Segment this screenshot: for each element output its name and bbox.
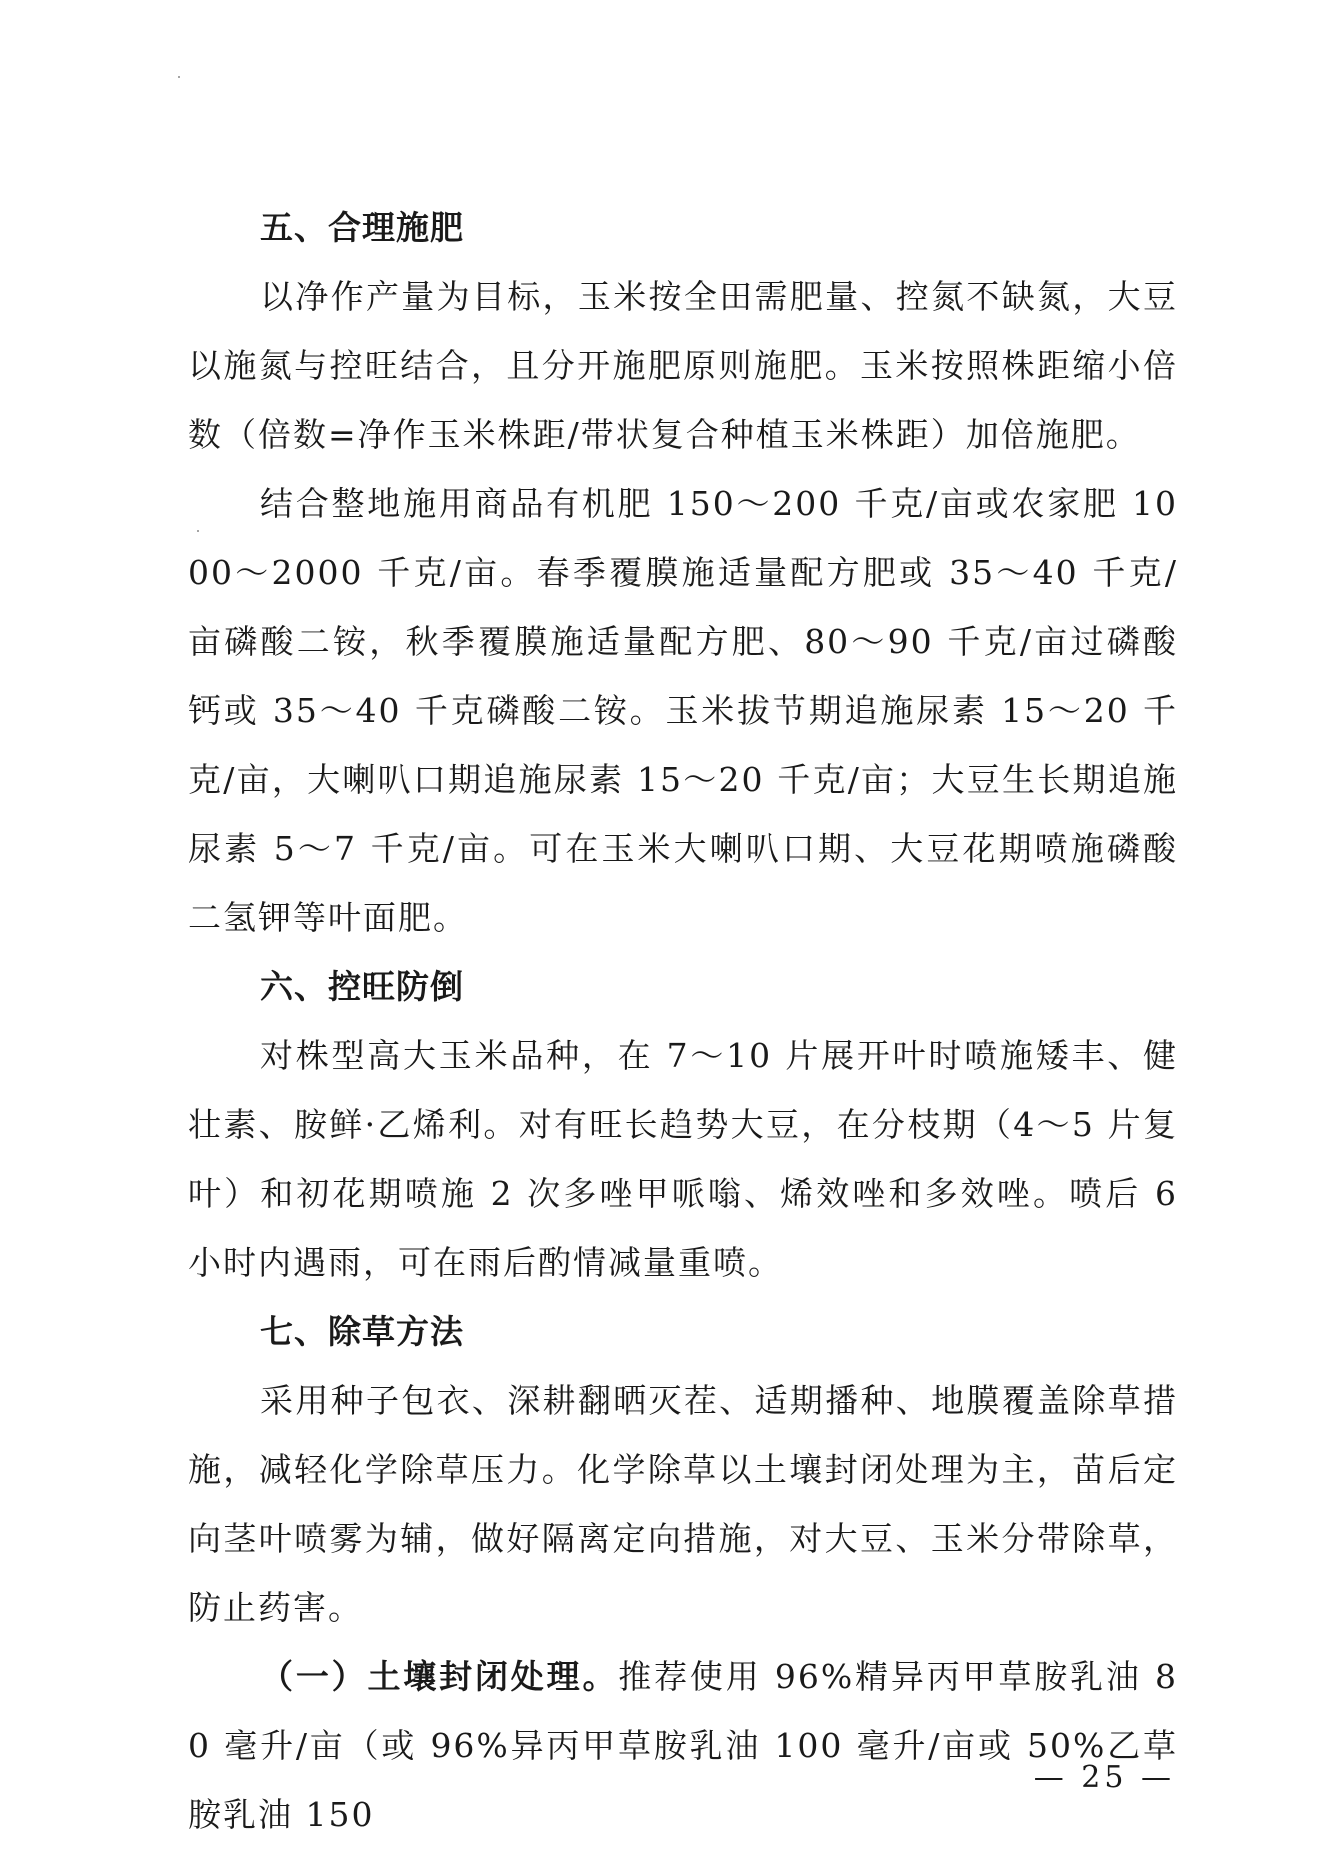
paragraph-fertilization-principle: 以净作产量为目标，玉米按全田需肥量、控氮不缺氮，大豆以施氮与控旺结合，且分开施肥原则施肥。玉米按照株距缩小倍数（倍数=净作玉米株距/带状复合种植玉米株距）加倍施肥。 xyxy=(188,277,1178,454)
body-text xyxy=(188,193,1178,1849)
soil-sealing-lead: （一）土壤封闭处理。 xyxy=(260,1657,619,1696)
page-number: — 25 — xyxy=(1033,1760,1175,1795)
scan-speck xyxy=(197,530,199,532)
scan-speck xyxy=(178,76,180,78)
paragraph-soil-sealing xyxy=(188,1642,1178,1849)
paragraph-fertilization-rates: 结合整地施用商品有机肥 150～200 千克/亩或农家肥 1000～2000 千克/亩。春季覆膜施适量配方肥或 35～40 千克/亩磷酸二铵，秋季覆膜施适量配方肥、80～90 千克/亩过磷酸钙或 35～40 千克磷酸二铵。玉米拔节期追施尿素 15～20 千克/亩，大喇叭口期追施尿素 15～20 千克/亩；大豆生长期追施尿素 5～7 千克/亩。可在玉米大喇叭口期、大豆花期喷施磷酸二氢钾等叶面肥。 xyxy=(188,484,1178,937)
paragraph-weeding-methods: 采用种子包衣、深耕翻晒灭茬、适期播种、地膜覆盖除草措施，减轻化学除草压力。化学除草以土壤封闭处理为主，苗后定向茎叶喷雾为辅，做好隔离定向措施，对大豆、玉米分带除草，防止药害。 xyxy=(188,1381,1178,1627)
soil-sealing-text: 推荐使用 96%精异丙甲草胺乳油 80 毫升/亩（或 96%异丙甲草胺乳油 100 毫升/亩或 50%乙草胺乳油 150 xyxy=(188,1657,1179,1834)
section-heading-weeding: 七、除草方法 xyxy=(260,1312,464,1351)
section-heading-growth-control: 六、控旺防倒 xyxy=(260,967,464,1006)
paragraph-growth-control: 对株型高大玉米品种，在 7～10 片展开叶时喷施矮丰、健壮素、胺鲜·乙烯利。对有旺长趋势大豆，在分枝期（4～5 片复叶）和初花期喷施 2 次多唑甲哌嗡、烯效唑和多效唑。喷后 6 小时内遇雨，可在雨后酌情减量重喷。 xyxy=(188,1036,1178,1282)
section-heading-fertilization: 五、合理施肥 xyxy=(260,208,464,247)
